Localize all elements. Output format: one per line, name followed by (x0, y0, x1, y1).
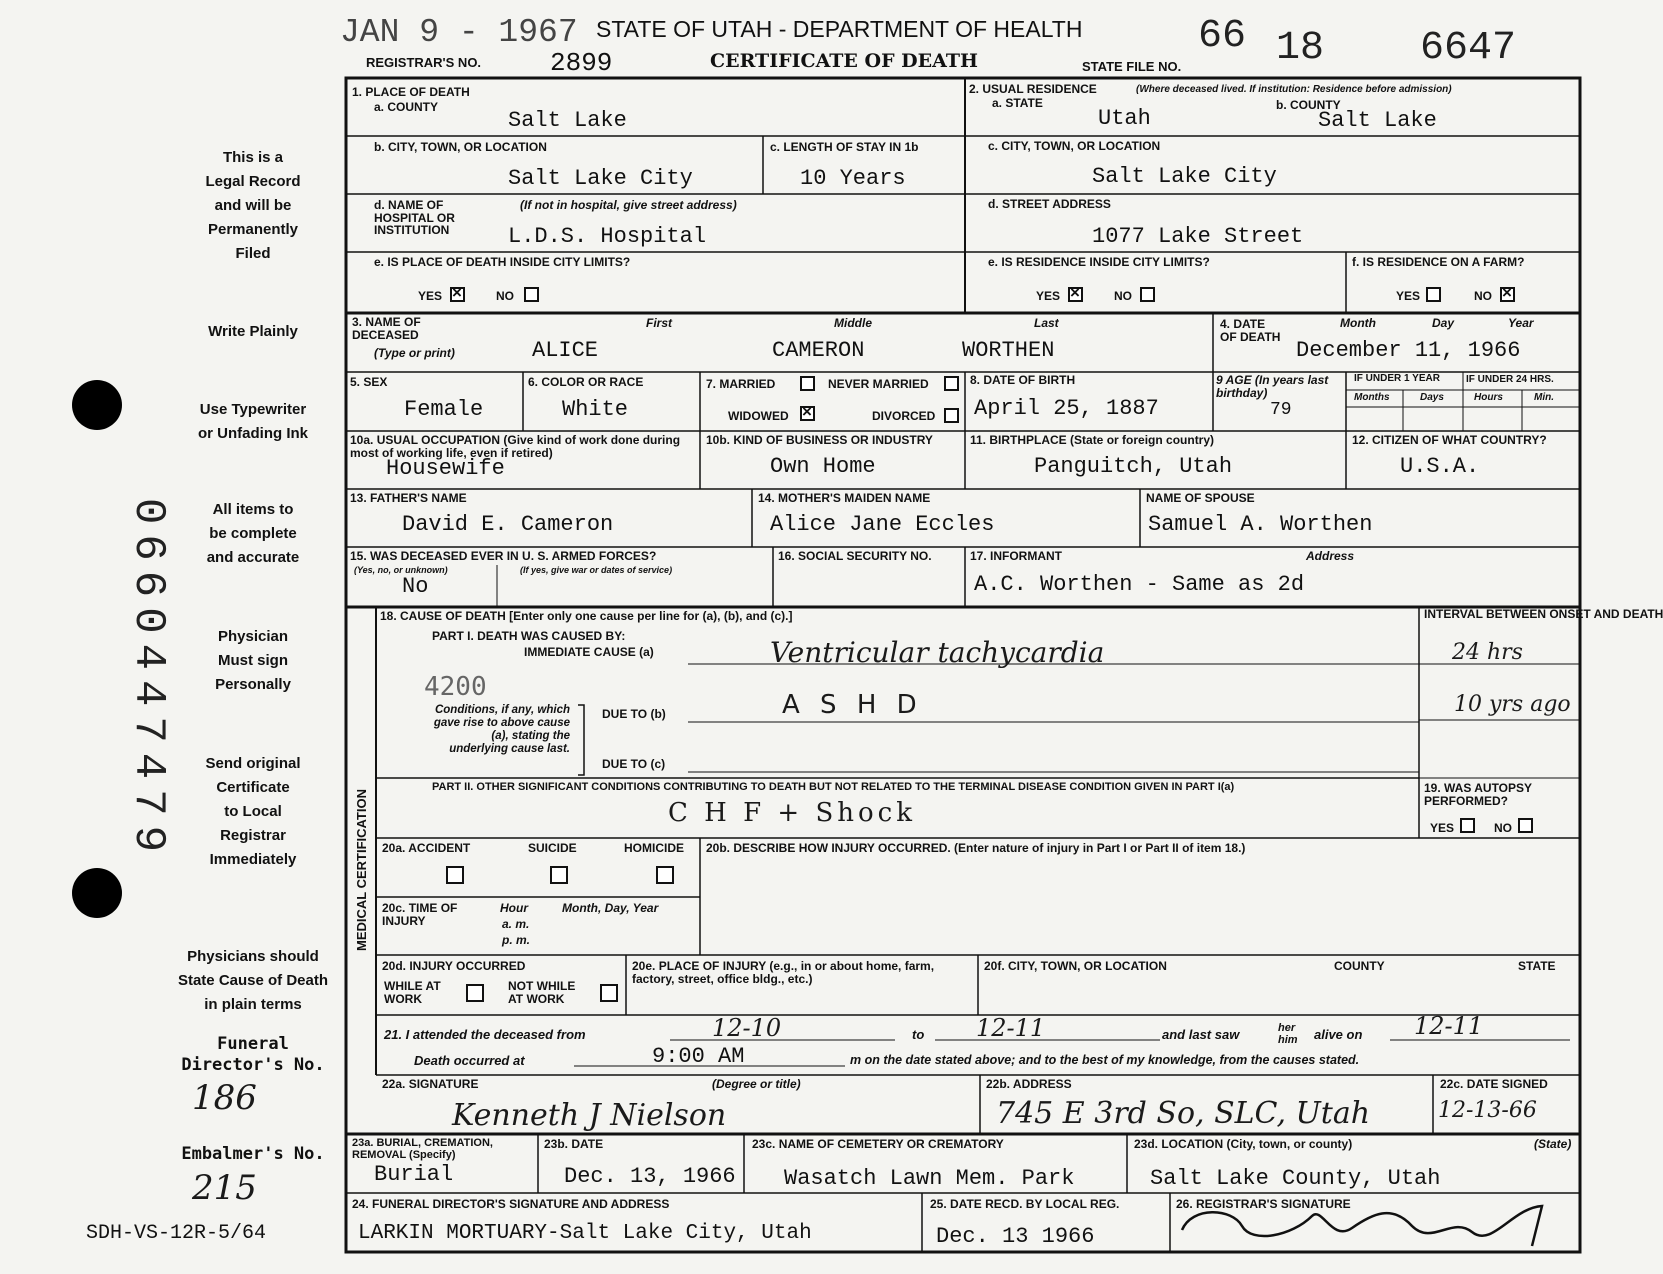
label-22a: 22a. SIGNATURE (382, 1077, 479, 1091)
label-degree: (Degree or title) (712, 1077, 801, 1091)
label-7-widowed: WIDOWED (728, 409, 789, 423)
label-15-note2: (If yes, give war or dates of service) (520, 565, 673, 575)
legal-record-note: This is a Legal Record and will be Permanently Filed (205, 149, 301, 262)
residence-county: Salt Lake (1318, 108, 1437, 133)
label-her-him: her him (1278, 1022, 1298, 1046)
physician-address: 745 E 3rd So, SLC, Utah (996, 1096, 1371, 1131)
residence-state: Utah (1098, 106, 1151, 131)
label-14: 14. MOTHER'S MAIDEN NAME (758, 491, 931, 505)
citizenship: U.S.A. (1400, 454, 1480, 479)
spouse-name: Samuel A. Worthen (1148, 512, 1373, 537)
label-23c: 23c. NAME OF CEMETERY OR CREMATORY (752, 1137, 1004, 1151)
label-20e: 20e. PLACE OF INJURY (e.g., in or about home, farm, factory, street, office bldg., etc.) (632, 959, 935, 986)
occupation: Housewife (386, 456, 505, 481)
birthplace: Panguitch, Utah (1034, 454, 1233, 479)
label-while-work: WHILE AT WORK (384, 979, 441, 1006)
label-1d-note: (If not in hospital, give street address) (520, 198, 737, 212)
birth-date: April 25, 1887 (974, 396, 1159, 421)
residence-street: 1077 Lake Street (1092, 224, 1304, 249)
place-county: Salt Lake (508, 108, 627, 133)
label-15: 15. WAS DECEASED EVER IN U. S. ARMED FORCES? (350, 549, 657, 563)
label-2a: a. STATE (992, 96, 1043, 110)
label-hour: Hour (500, 901, 528, 915)
label-part1: PART I. DEATH WAS CAUSED BY: (432, 629, 626, 643)
state-file-label: STATE FILE NO. (1082, 59, 1182, 74)
attended-to: 12-11 (976, 1014, 1046, 1042)
cemetery: Wasatch Lawn Mem. Park (784, 1166, 1075, 1191)
residence-inside-city-yes-checkbox[interactable] (1068, 287, 1083, 302)
label-first: First (646, 316, 673, 330)
label-yes: YES (1396, 289, 1421, 303)
label-1b: b. CITY, TOWN, OR LOCATION (374, 140, 547, 154)
never-married-checkbox[interactable] (944, 376, 959, 391)
label-mdy: Month, Day, Year (562, 901, 659, 915)
label-23b: 23b. DATE (544, 1137, 604, 1151)
label-23d: 23d. LOCATION (City, town, or county) (1134, 1137, 1353, 1151)
label-interval: INTERVAL BETWEEN ONSET AND DEATH (1424, 607, 1663, 621)
married-checkbox[interactable] (800, 376, 815, 391)
homicide-checkbox[interactable] (656, 866, 674, 884)
accident-checkbox[interactable] (446, 866, 464, 884)
label-7-divorced: DIVORCED (872, 409, 936, 423)
label-1: 1. PLACE OF DEATH (352, 85, 470, 99)
coder-annotation: 4200 (424, 672, 487, 702)
autopsy-no-checkbox[interactable] (1518, 818, 1533, 833)
label-2d: d. STREET ADDRESS (988, 197, 1111, 211)
label-month: Month (1340, 316, 1376, 330)
label-19: 19. WAS AUTOPSY PERFORMED? (1424, 781, 1532, 808)
divorced-checkbox[interactable] (944, 408, 959, 423)
state-file-part-b: 18 (1276, 26, 1325, 71)
label-due-c: DUE TO (c) (602, 757, 666, 771)
label-8: 8. DATE OF BIRTH (970, 373, 1076, 387)
label-13: 13. FATHER'S NAME (350, 491, 467, 505)
last-saw-date: 12-11 (1414, 1012, 1484, 1040)
widowed-checkbox[interactable] (800, 406, 815, 421)
farm-no-checkbox[interactable] (1500, 287, 1515, 302)
armed-forces: No (402, 574, 429, 599)
interval-a: 24 hrs (1452, 640, 1523, 665)
label-1e: e. IS PLACE OF DEATH INSIDE CITY LIMITS? (374, 255, 631, 269)
complete-note: All items to be complete and accurate (206, 501, 300, 566)
label-min: Min. (1534, 392, 1554, 403)
label-state: STATE (1518, 959, 1556, 973)
label-10a: 10a. USUAL OCCUPATION (Give kind of work done during most of working life, even if retired) (350, 433, 681, 460)
place-inside-city-yes-checkbox[interactable] (450, 287, 465, 302)
place-city: Salt Lake City (508, 166, 693, 191)
state-cause-note: Physicians should State Cause of Death in plain terms (177, 948, 329, 1013)
label-2b: b. COUNTY (1276, 98, 1341, 112)
label-county: COUNTY (1334, 959, 1385, 973)
state-file-part-a: 66 (1198, 14, 1247, 59)
label-conditions: Conditions, if any, which gave rise to above cause (a), stating the underlying cause last. (433, 704, 570, 755)
attended-from: 12-10 (712, 1014, 782, 1042)
label-middle: Middle (834, 316, 872, 330)
label-death-tail: m on the date stated above; and to the best of my knowledge, from the causes stated. (850, 1053, 1360, 1067)
label-2-note: (Where deceased lived. If institution: Residence before admission) (1136, 84, 1452, 95)
label-9: 9 AGE (In years last birthday) (1216, 373, 1329, 400)
age: 79 (1270, 400, 1292, 420)
hospital-name: L.D.S. Hospital (508, 224, 707, 249)
label-part2: PART II. OTHER SIGNIFICANT CONDITIONS CONTRIBUTING TO DEATH BUT NOT RELATED TO THE TERMINAL DISEASE CONDITION GIVEN IN PART I(a) (432, 781, 1235, 793)
label-to: to (912, 1027, 925, 1042)
length-of-stay: 10 Years (800, 166, 906, 191)
label-yes: YES (1036, 289, 1061, 303)
label-2c: c. CITY, TOWN, OR LOCATION (988, 139, 1161, 153)
race: White (562, 397, 629, 422)
farm-yes-checkbox[interactable] (1426, 287, 1441, 302)
registrar-no-label: REGISTRAR'S NO. (366, 55, 482, 70)
label-6: 6. COLOR OR RACE (528, 375, 644, 389)
registrar-signature (1172, 1196, 1572, 1252)
label-20c: 20c. TIME OF INJURY (382, 901, 458, 928)
burial-date: Dec. 13, 1966 (564, 1164, 736, 1189)
label-12: 12. CITIZEN OF WHAT COUNTRY? (1352, 433, 1547, 447)
microfilm-number: 0660447479 (123, 497, 173, 863)
sex: Female (404, 397, 484, 422)
embalmer-no: 215 (192, 1168, 257, 1208)
funeral-director: LARKIN MORTUARY-Salt Lake City, Utah (358, 1222, 812, 1245)
label-25: 25. DATE RECD. BY LOCAL REG. (930, 1197, 1120, 1211)
label-suicide: SUICIDE (528, 841, 577, 855)
medical-certification-label: MEDICAL CERTIFICATION (354, 788, 370, 952)
label-7-married: 7. MARRIED (706, 377, 776, 391)
embalmer-label: Embalmer's No. (181, 1144, 325, 1164)
label-no: NO (1114, 289, 1132, 303)
received-date-stamp: JAN 9 - 1967 (340, 14, 578, 51)
label-20d: 20d. INJURY OCCURRED (382, 959, 526, 973)
label-22c: 22c. DATE SIGNED (1440, 1077, 1548, 1091)
label-due-b: DUE TO (b) (602, 707, 666, 721)
label-22b: 22b. ADDRESS (986, 1077, 1072, 1091)
label-pm: p. m. (502, 933, 531, 947)
state-file-part-c: 6647 (1420, 26, 1517, 71)
label-spouse: NAME OF SPOUSE (1146, 491, 1255, 505)
label-address: Address (1306, 549, 1355, 563)
label-20f: 20f. CITY, TOWN, OR LOCATION (984, 959, 1167, 973)
label-26: 26. REGISTRAR'S SIGNATURE (1176, 1197, 1351, 1211)
label-am: a. m. (502, 917, 530, 931)
label-yes: YES (1430, 821, 1455, 835)
funeral-director-label: Funeral Director's No. (181, 1034, 325, 1075)
label-day: Day (1432, 316, 1455, 330)
label-3: 3. NAME OF DECEASED (352, 315, 421, 342)
physician-signature: Kenneth J Nielson (452, 1098, 727, 1133)
business: Own Home (770, 454, 876, 479)
label-last-saw: and last saw (1162, 1027, 1240, 1042)
first-name: ALICE (532, 338, 599, 363)
label-3-note: (Type or print) (374, 346, 455, 360)
label-24: 24. FUNERAL DIRECTOR'S SIGNATURE AND ADDRESS (352, 1197, 670, 1211)
not-while-at-work-checkbox[interactable] (600, 984, 618, 1002)
label-17: 17. INFORMANT (970, 549, 1063, 563)
date-received: Dec. 13 1966 (936, 1224, 1095, 1249)
typewriter-note: Use Typewriter or Unfading Ink (198, 401, 308, 442)
label-21: 21. I attended the deceased from (384, 1027, 586, 1042)
label-1a: a. COUNTY (374, 100, 439, 114)
label-20a: 20a. ACCIDENT (382, 841, 471, 855)
father-name: David E. Cameron (402, 512, 614, 537)
interval-b: 10 yrs ago (1454, 692, 1571, 717)
disposition: Burial (374, 1162, 454, 1187)
form-title: STATE OF UTAH - DEPARTMENT OF HEALTH (596, 16, 1083, 42)
label-2: 2. USUAL RESIDENCE (969, 82, 1097, 96)
label-23d-state: (State) (1534, 1137, 1572, 1151)
label-2f: f. IS RESIDENCE ON A FARM? (1352, 255, 1525, 269)
registrar-no: 2899 (550, 48, 613, 78)
label-16: 16. SOCIAL SECURITY NO. (778, 549, 932, 563)
label-alive-on: alive on (1314, 1027, 1363, 1042)
last-name: WORTHEN (962, 338, 1055, 363)
label-4: 4. DATE OF DEATH (1220, 317, 1281, 344)
label-no: NO (496, 289, 514, 303)
label-immediate: IMMEDIATE CAUSE (a) (524, 645, 654, 659)
label-18: 18. CAUSE OF DEATH [Enter only one cause per line for (a), (b), and (c).] (380, 609, 793, 623)
label-2e: e. IS RESIDENCE INSIDE CITY LIMITS? (988, 255, 1210, 269)
label-homicide: HOMICIDE (624, 841, 684, 855)
write-plainly-note: Write Plainly (208, 323, 298, 340)
residence-city: Salt Lake City (1092, 164, 1277, 189)
label-yes: YES (418, 289, 443, 303)
label-23a: 23a. BURIAL, CREMATION, REMOVAL (Specify) (352, 1137, 493, 1161)
label-9-under1: IF UNDER 1 YEAR (1354, 373, 1440, 384)
label-no: NO (1494, 821, 1512, 835)
death-date: December 11, 1966 (1296, 338, 1521, 363)
label-20b: 20b. DESCRIBE HOW INJURY OCCURRED. (Enter nature of injury in Part I or Part II of item 18.) (706, 841, 1246, 855)
label-15-note1: (Yes, no, or unknown) (354, 565, 448, 575)
residence-inside-city-no-checkbox[interactable] (1140, 287, 1155, 302)
label-not-work: NOT WHILE AT WORK (508, 979, 576, 1006)
informant: A.C. Worthen - Same as 2d (974, 572, 1305, 597)
label-no: NO (1474, 289, 1492, 303)
label-year: Year (1508, 316, 1534, 330)
part2-conditions: C H F + Shock (668, 798, 916, 828)
form-subtitle: CERTIFICATE OF DEATH (710, 50, 978, 72)
middle-name: CAMERON (772, 338, 865, 363)
date-signed: 12-13-66 (1438, 1098, 1537, 1123)
label-months: Months (1354, 392, 1390, 403)
due-to-cause-b: A S H D (782, 690, 923, 720)
form-number: SDH-VS-12R-5/64 (86, 1222, 267, 1245)
while-at-work-checkbox[interactable] (466, 984, 484, 1002)
label-1d: d. NAME OF HOSPITAL OR INSTITUTION (374, 198, 455, 238)
label-death-at: Death occurred at (414, 1053, 525, 1068)
label-5: 5. SEX (350, 375, 388, 389)
death-time: 9:00 AM (652, 1044, 745, 1069)
burial-location: Salt Lake County, Utah (1150, 1166, 1441, 1191)
label-hours: Hours (1474, 392, 1503, 403)
immediate-cause: Ventricular tachycardia (770, 636, 1105, 669)
place-inside-city-no-checkbox[interactable] (524, 287, 539, 302)
label-days: Days (1420, 392, 1444, 403)
label-10b: 10b. KIND OF BUSINESS OR INDUSTRY (706, 433, 933, 447)
physician-sign-note: Physician Must sign Personally (215, 628, 291, 693)
autopsy-yes-checkbox[interactable] (1460, 818, 1475, 833)
suicide-checkbox[interactable] (550, 866, 568, 884)
send-original-note: Send original Certificate to Local Registrar Immediately (205, 755, 301, 868)
mother-name: Alice Jane Eccles (770, 512, 995, 537)
punch-hole-bottom (72, 868, 122, 918)
label-1c: c. LENGTH OF STAY IN 1b (770, 140, 919, 154)
label-11: 11. BIRTHPLACE (State or foreign country) (970, 433, 1215, 447)
punch-hole-top (72, 380, 122, 430)
label-last: Last (1034, 316, 1059, 330)
label-9-under24: IF UNDER 24 HRS. (1466, 374, 1554, 385)
label-7-never: NEVER MARRIED (828, 377, 929, 391)
funeral-director-no: 186 (192, 1078, 257, 1118)
